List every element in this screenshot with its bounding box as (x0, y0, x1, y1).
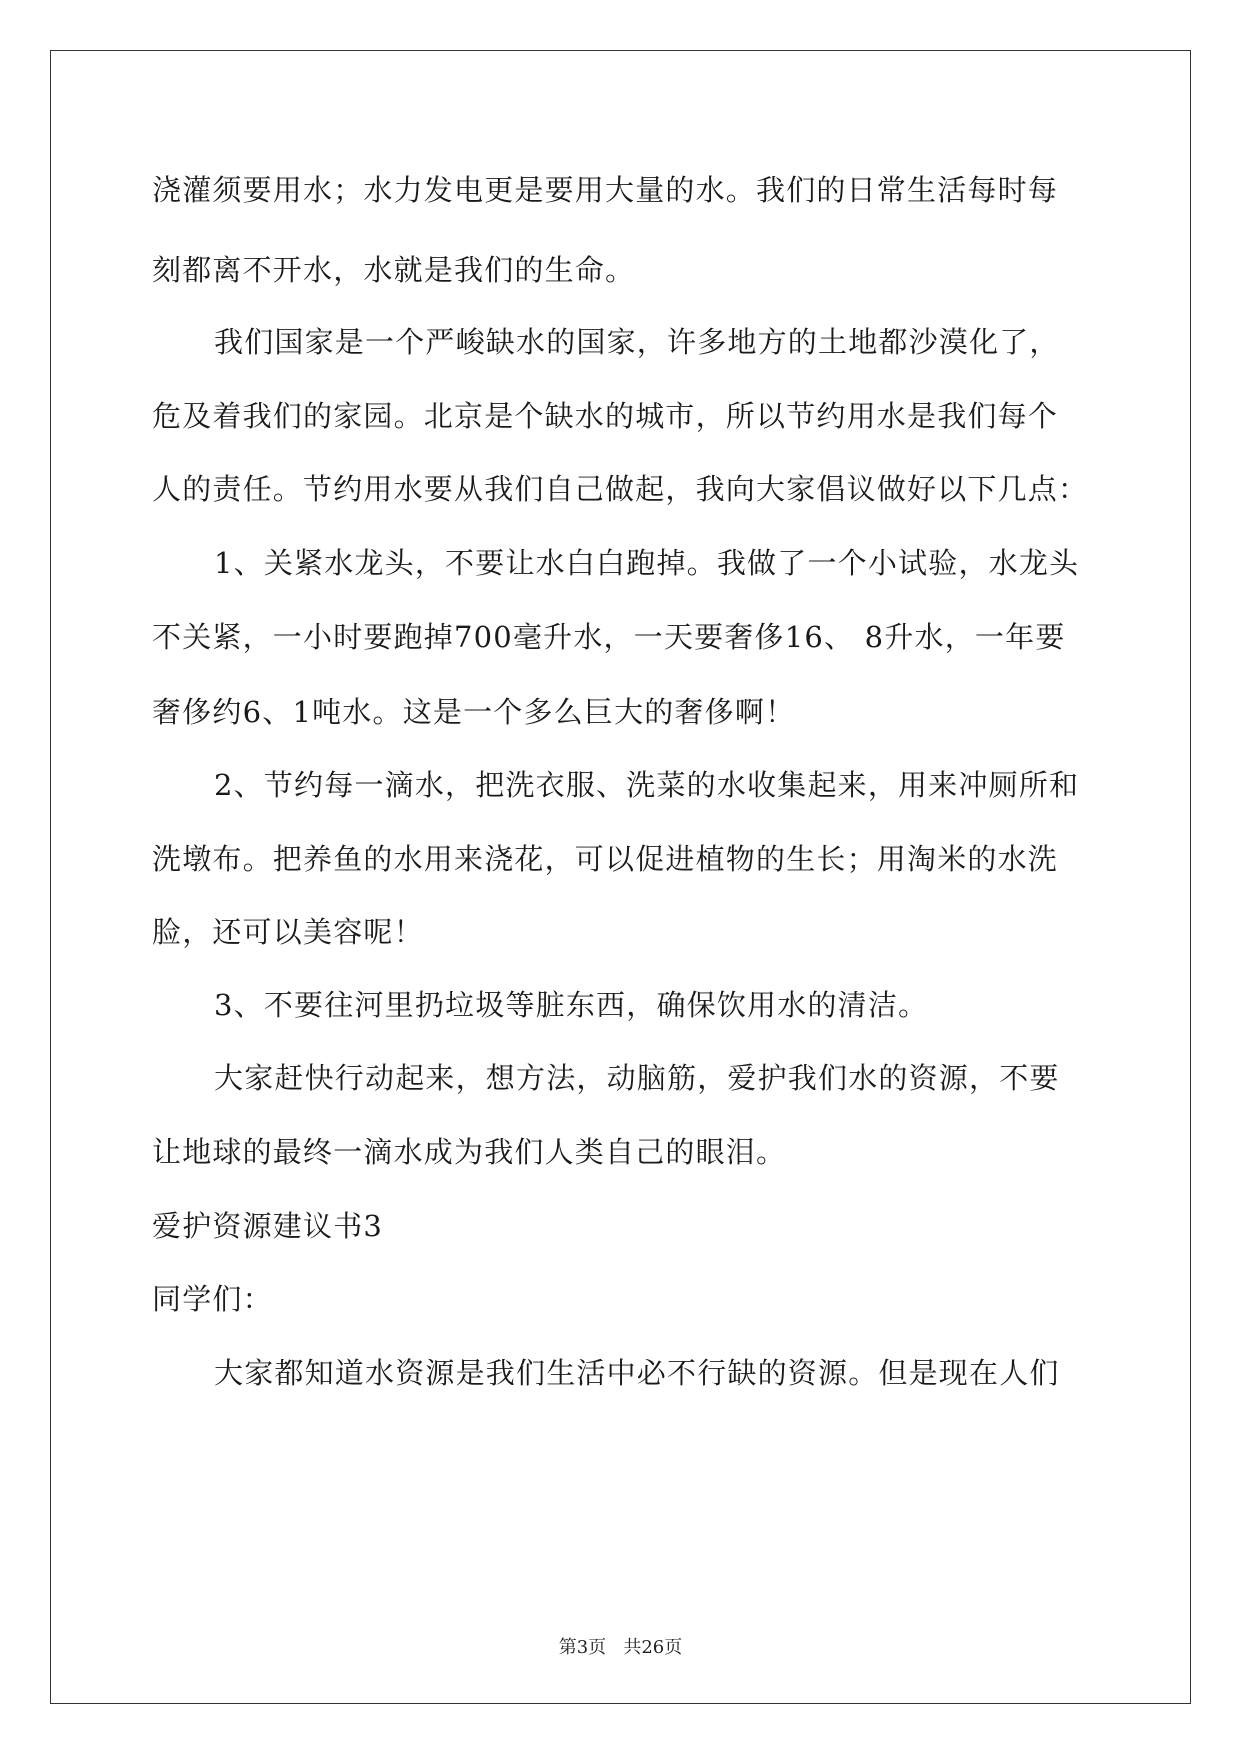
paragraph-line: 我们国家是一个严峻缺水的国家，许多地方的土地都沙漠化了， (214, 325, 1060, 359)
paragraph-line: 浇灌须要用水；水力发电更是要用大量的水。我们的日常生活每时每 (152, 173, 1059, 207)
paragraph-line: 洗墩布。把养鱼的水用来浇花，可以促进植物的生长；用淘米的水洗 (152, 842, 1059, 876)
paragraph-line: 奢侈约6、1吨水。这是一个多么巨大的奢侈啊！ (152, 695, 796, 729)
paragraph-line: 脸，还可以美容呢！ (152, 915, 424, 949)
paragraph-line: 刻都离不开水，水就是我们的生命。 (152, 253, 636, 287)
page-number-footer: 第3页 共26页 (558, 1637, 683, 1658)
paragraph-line: 3、不要往河里扔垃圾等脏东西，确保饮用水的清洁。 (214, 988, 929, 1022)
paragraph-line: 人的责任。节约用水要从我们自己做起，我向大家倡议做好以下几点： (152, 472, 1089, 506)
salutation: 同学们： (152, 1282, 273, 1316)
paragraph-line: 1、关紧水龙头，不要让水白白跑掉。我做了一个小试验，水龙头 (214, 546, 1080, 580)
paragraph-line: 大家赶快行动起来，想方法，动脑筋，爱护我们水的资源，不要 (214, 1061, 1060, 1095)
paragraph-line: 大家都知道水资源是我们生活中必不行缺的资源。但是现在人们 (214, 1356, 1060, 1390)
paragraph-line: 让地球的最终一滴水成为我们人类自己的眼泪。 (152, 1135, 787, 1169)
paragraph-line: 不关紧，一小时要跑掉700毫升水，一天要奢侈16、 8升水，一年要 (152, 620, 1066, 654)
paragraph-line: 2、节约每一滴水，把洗衣服、洗菜的水收集起来，用来冲厕所和 (214, 768, 1080, 802)
paragraph-line: 危及着我们的家园。北京是个缺水的城市，所以节约用水是我们每个 (152, 399, 1059, 433)
section-heading: 爱护资源建议书3 (152, 1209, 384, 1243)
